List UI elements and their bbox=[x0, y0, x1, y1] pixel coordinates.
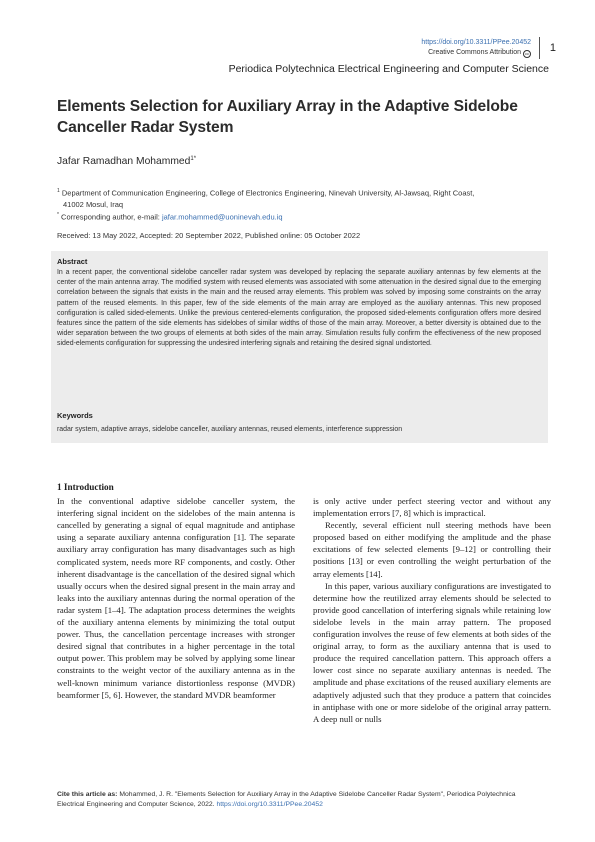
corr-mark: * bbox=[57, 211, 59, 218]
header-doi-block bbox=[421, 38, 531, 58]
license-text: Creative Commons Attribution bbox=[428, 49, 522, 56]
keywords-heading: Keywords bbox=[57, 411, 93, 420]
body-left-column bbox=[57, 481, 295, 701]
author-marks: 1* bbox=[190, 156, 197, 162]
right-paragraph-2: Recently, several efficient null steering methods have been proposed based on either modifying the amplitude and the phase excitations of few selected elements [9–12] or controlling their positions [13] or even controlling the weight perturbation of the array elements [14]. bbox=[313, 520, 551, 579]
keywords-text: radar system, adaptive arrays, sidelobe canceller, auxiliary antennas, reused elements, interference suppression bbox=[57, 426, 403, 433]
author-name: Jafar Ramadhan Mohammed bbox=[57, 156, 191, 167]
right-paragraph-1: is only active under perfect steering vector and without any implementation errors [7, 8] which is impractical. bbox=[313, 496, 551, 519]
author-line bbox=[57, 156, 196, 167]
citation-footer bbox=[57, 790, 542, 810]
journal-name: Periodica Polytechnica Electrical Engineering and Computer Science bbox=[228, 63, 549, 75]
citation-doi-link[interactable]: https://doi.org/10.3311/PPee.20452 bbox=[216, 801, 323, 808]
paper-title: Elements Selection for Auxiliary Array in the Adaptive Sidelobe Canceller Radar System bbox=[57, 98, 518, 136]
citation-text: Mohammed, J. R. "Elements Selection for Auxiliary Array in the Adaptive Sidelobe Canceller Radar System", Periodica Polytechnica Electrical Engineering and Computer Science, 2022. bbox=[57, 791, 516, 808]
body-right-column bbox=[313, 495, 551, 725]
publication-dates: Received: 13 May 2022, Accepted: 20 September 2022, Published online: 05 October 2022 bbox=[57, 231, 361, 240]
section-heading-introduction: 1 Introduction bbox=[57, 482, 114, 492]
page-number: 1 bbox=[539, 37, 556, 59]
abstract-heading: Abstract bbox=[57, 257, 88, 266]
aff1-mark: 1 bbox=[57, 188, 60, 194]
affiliations bbox=[57, 186, 542, 222]
affiliation-1 bbox=[57, 186, 542, 199]
left-paragraph-1: In the conventional adaptive sidelobe canceller system, the interfering signal incident on the sidelobes of the main antenna is cancelled by generating a signal of equal magnitude and antiphase using a separate auxiliary antenna configuration [1]. The separate auxiliary array configuration has many disadvantages such as high complicated system, needs more RF components, and costly. Other inherent disadvantage is the cancellation of the desired signal which usually occurs when the desired signal present in the main array and leaks into the auxiliary antennas during the normal operation of the radar system [1–4]. The adaptation process determines the weights of the auxiliary antenna elements by minimizing the total output power. Thus, the cancellation percentage increases with stronger desired signal that contributes in a higher percentage in the total output power. This problem may be solved by applying some linear constraints to the weight vector of the auxiliary antenna as in the well-known minimum variance distortionless response (MVDR) beamformer [5, 6]. However, the standard MVDR beamformer bbox=[57, 496, 295, 700]
corresponding-author bbox=[57, 210, 542, 223]
citation-label: Cite this article as: bbox=[57, 791, 118, 798]
aff1-line1: Department of Communication Engineering, College of Electronics Engineering, Ninevah University, Al-Jawsaq, Right Coast, bbox=[61, 188, 475, 198]
cc-license-icon: cc bbox=[525, 51, 529, 56]
right-paragraph-3: In this paper, various auxiliary configurations are investigated to determine how the reutilized array elements should be selected to provide good cancellation of interfering signals while retaining low sidelobe levels in the main array pattern. The proposed configuration involves the reuse of few elements at both sides of the original array, to form as the auxiliary antenna that is used to produce the required cancellation pattern. This approach offers a lower cost since no separate auxiliary antennas is needed. The amplitude and phase excitations of the reused auxiliary elements are adaptively adjusted such that they produce a pattern that coincides in antiphase with one or more sidelobe of the original array pattern. A deep null or nulls bbox=[313, 580, 551, 724]
aff1-line2: 41002 Mosul, Iraq bbox=[63, 199, 124, 209]
corr-label: Corresponding author, e-mail: bbox=[61, 212, 160, 221]
license-line bbox=[421, 48, 531, 58]
abstract-text: In a recent paper, the conventional sidelobe canceller radar system was developed by replacing the separate auxiliary antennas by few elements at the center of the main antenna array. The modified system with reused elements was associated with some attenuation in the desired signal due to the emerging correlation between the signals that exists in the main and the reused array elements. This problem was solved by imposing some constraints on the array pattern of the reused elements. In this paper, few of the side elements of the main array are employed as the auxiliary antennas. This new proposed configuration is called sided-elements. Unlike the previous centered-elements configuration, the proposed sided-elements configuration offers more desired features since the pattern of the side elements has sidelobes of similar widths of those of the main array. Moreover, a better diversity is obtained due to the wider separation between the two groups of elements at both sides of the main array. Simulation results fully confirm the effectiveness of the new proposed sided-elements configuration for suppressing the undesired interfering signals and retaining the desired signal undistorted. bbox=[57, 269, 541, 348]
corr-email-link[interactable]: jafar.mohammed@uoninevah.edu.iq bbox=[161, 212, 283, 221]
doi-link[interactable]: https://doi.org/10.3311/PPee.20452 bbox=[421, 39, 531, 46]
